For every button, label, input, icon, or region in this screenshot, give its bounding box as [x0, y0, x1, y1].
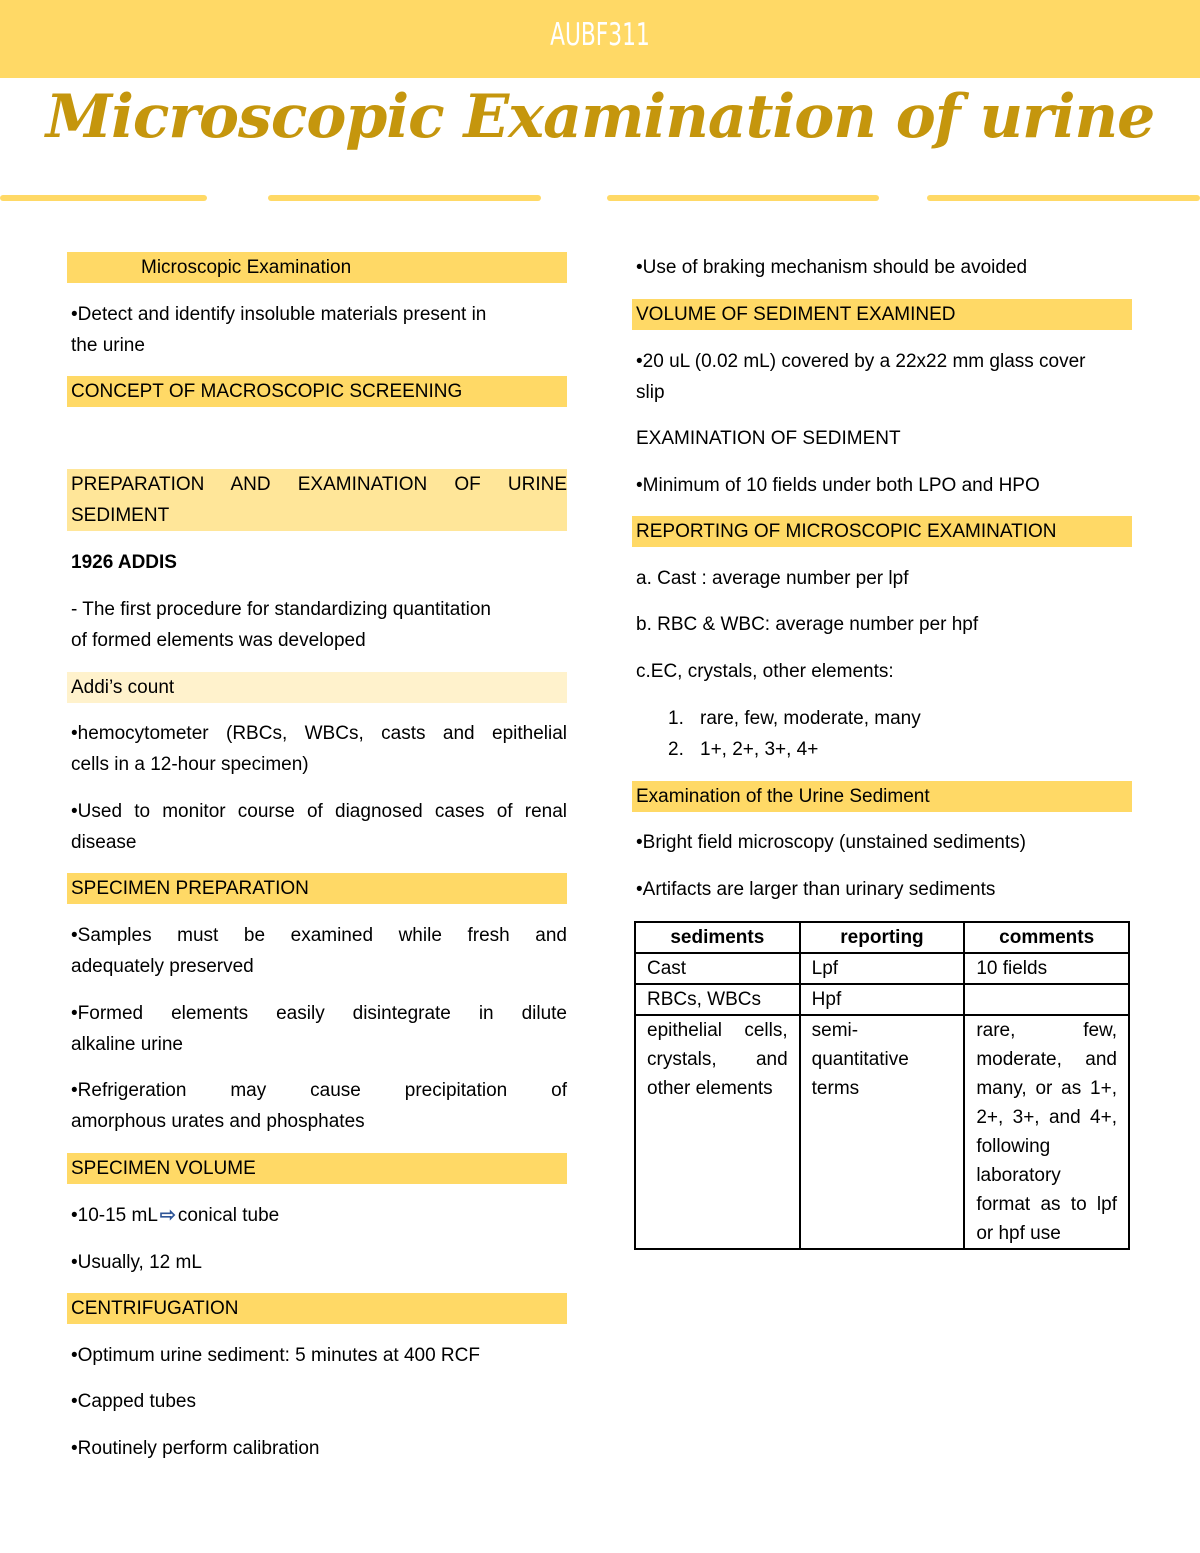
hemocytometer-line1: •hemocytometer (RBCs, WBCs, casts and epithelial — [71, 723, 567, 744]
list-item — [632, 703, 1132, 734]
section-heading-microscopic-examination: Microscopic Examination — [67, 252, 567, 283]
volume-ul-line2: slip — [636, 382, 665, 403]
hemocytometer-line2: cells in a 12-hour specimen) — [71, 754, 309, 775]
samples-line2: adequately preserved — [71, 956, 254, 977]
list-item — [632, 734, 1132, 765]
examination-of-sediment: EXAMINATION OF SEDIMENT — [636, 428, 901, 449]
section-heading-specimen-preparation: SPECIMEN PREPARATION — [67, 873, 567, 904]
table-row — [635, 1015, 1129, 1249]
volume-text — [67, 1200, 567, 1231]
table-row — [635, 953, 1129, 984]
table-cell: RBCs, WBCs — [635, 984, 800, 1015]
table-cell: 10 fields — [964, 953, 1129, 984]
list-number: 2. — [668, 739, 684, 760]
column-header: sediments — [635, 922, 800, 953]
sediment-table — [634, 921, 1130, 1250]
section-heading-reporting: REPORTING OF MICROSCOPIC EXAMINATION — [632, 516, 1132, 547]
table-cell: Hpf — [800, 984, 965, 1015]
top-banner — [0, 0, 1200, 78]
right-arrow-icon: ⇨ — [159, 1205, 176, 1226]
volume-ul-line1: •20 uL (0.02 mL) covered by a 22x22 mm glass cover — [636, 351, 1086, 372]
section-heading-concept: CONCEPT OF MACROSCOPIC SCREENING — [67, 376, 567, 407]
table-cell: Cast — [635, 953, 800, 984]
section-heading-centrifugation: CENTRIFUGATION — [67, 1293, 567, 1324]
divider-rule — [0, 195, 207, 201]
list-number: 1. — [668, 708, 684, 729]
reporting-b: b. RBC & WBC: average number per hpf — [636, 614, 979, 635]
artifacts-text: •Artifacts are larger than urinary sediments — [636, 879, 996, 900]
section-heading-volume-examined: VOLUME OF SEDIMENT EXAMINED — [632, 299, 1132, 330]
volume-amount: •10-15 mL — [71, 1205, 158, 1226]
monitor-line2: disease — [71, 832, 137, 853]
table-cell — [964, 984, 1129, 1015]
reporting-c: c.EC, crystals, other elements: — [636, 661, 894, 682]
table-cell: epithelial cells, crystals, and other elements — [635, 1015, 800, 1249]
volume-tube: conical tube — [177, 1205, 280, 1226]
detect-text-line2: the urine — [71, 335, 145, 356]
bright-field-text: •Bright field microscopy (unstained sediments) — [636, 832, 1026, 853]
table-header-row — [635, 922, 1129, 953]
section-heading-exam-urine-sediment: Examination of the Urine Sediment — [632, 781, 1132, 812]
column-header: reporting — [800, 922, 965, 953]
detect-text-line1: •Detect and identify insoluble materials present in — [71, 304, 487, 325]
list-text: rare, few, moderate, many — [700, 708, 921, 729]
list-text: 1+, 2+, 3+, 4+ — [700, 739, 819, 760]
divider-rule — [607, 195, 879, 201]
table-cell: Lpf — [800, 953, 965, 984]
optimum-text: •Optimum urine sediment: 5 minutes at 400 RCF — [71, 1345, 480, 1366]
minimum-fields-text: •Minimum of 10 fields under both LPO and HPO — [636, 475, 1040, 496]
page-title: Microscopic Examination of urine — [45, 82, 1155, 152]
section-heading-preparation-line1: PREPARATION AND EXAMINATION OF URINE — [67, 469, 567, 500]
course-code: AUBF311 — [550, 17, 650, 53]
braking-text: •Use of braking mechanism should be avoided — [636, 257, 1028, 278]
table-row — [635, 984, 1129, 1015]
usually-text: •Usually, 12 mL — [71, 1252, 202, 1273]
divider-rule — [927, 195, 1200, 201]
column-header: comments — [964, 922, 1129, 953]
refrigeration-line2: amorphous urates and phosphates — [71, 1111, 365, 1132]
addis-year: 1926 ADDIS — [71, 552, 177, 573]
samples-line1: •Samples must be examined while fresh and — [71, 925, 567, 946]
table-cell: rare, few, moderate, and many, or as 1+, 2+, 3+, and 4+, following laboratory format as to lpf or hpf use — [964, 1015, 1129, 1249]
divider-rule — [268, 195, 541, 201]
capped-text: •Capped tubes — [71, 1391, 196, 1412]
first-procedure-line2: of formed elements was developed — [71, 630, 366, 651]
section-heading-preparation-line2: SEDIMENT — [67, 500, 567, 531]
reporting-a: a. Cast : average number per lpf — [636, 568, 909, 589]
refrigeration-line1: •Refrigeration may cause precipitation of — [71, 1080, 567, 1101]
table-cell: semi-quantitative terms — [800, 1015, 965, 1249]
monitor-line1: •Used to monitor course of diagnosed cases of renal — [71, 801, 567, 822]
formed-elements-line2: alkaline urine — [71, 1034, 183, 1055]
formed-elements-line1: •Formed elements easily disintegrate in dilute — [71, 1003, 567, 1024]
first-procedure-line1: - The first procedure for standardizing quantitation — [71, 599, 491, 620]
routinely-text: •Routinely perform calibration — [71, 1438, 320, 1459]
section-heading-addis-count: Addi’s count — [67, 672, 567, 703]
section-heading-specimen-volume: SPECIMEN VOLUME — [67, 1153, 567, 1184]
